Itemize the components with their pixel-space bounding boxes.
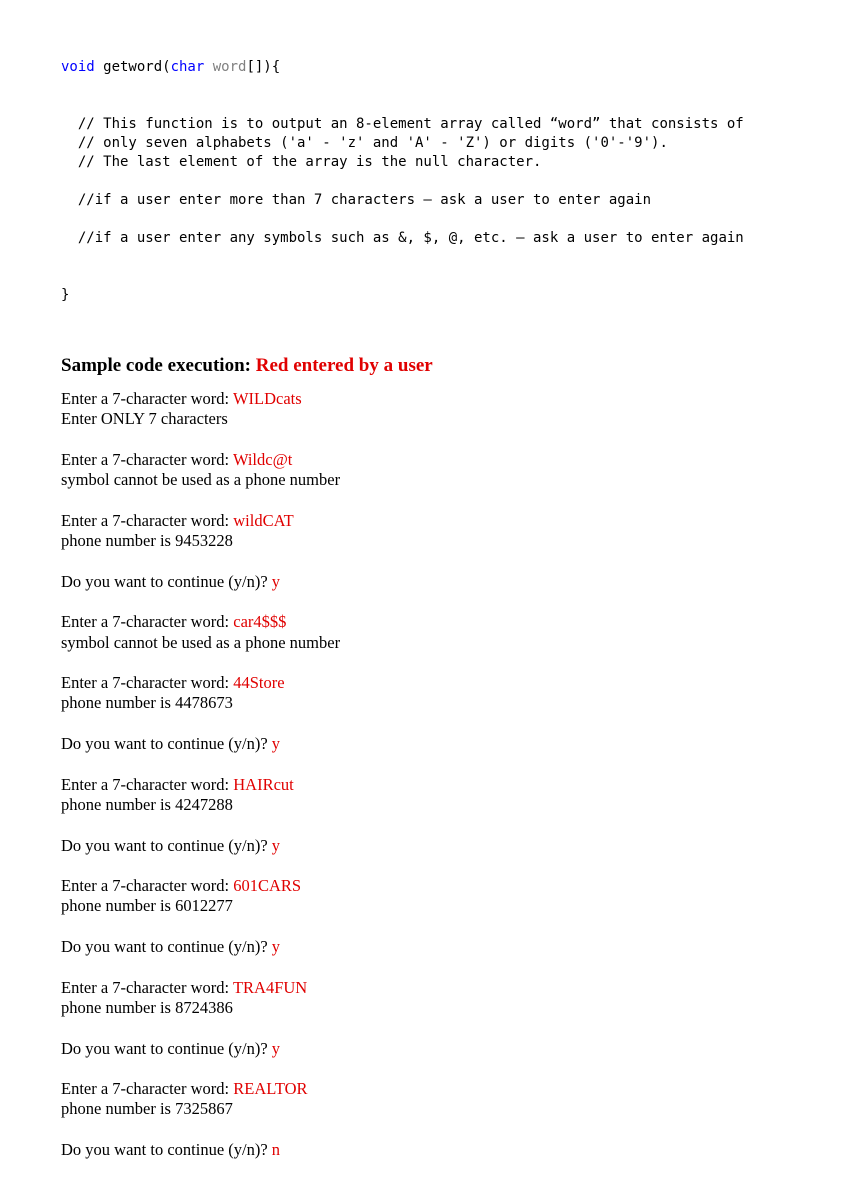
code-comment-line: // The last element of the array is the null character. <box>61 154 542 170</box>
user-input-text: WILDcats <box>232 389 302 408</box>
code-comment-line: //if a user enter more than 7 characters – ask a user to enter again <box>61 192 652 208</box>
prompt-line <box>61 734 841 754</box>
prompt-text: Enter a 7-character word: <box>61 774 234 794</box>
user-input-text: y <box>271 734 281 754</box>
parameter-name: word <box>204 59 247 75</box>
transcript-entry <box>61 1140 841 1160</box>
transcript-entry <box>61 612 841 653</box>
program-response: phone number is 4478673 <box>61 693 233 713</box>
user-input-text: y <box>271 571 281 591</box>
prompt-text: Enter a 7-character word: <box>61 673 234 693</box>
user-input-text: y <box>271 937 281 957</box>
transcript-entry <box>61 734 841 754</box>
transcript-entry <box>61 978 841 1019</box>
program-response: phone number is 4247288 <box>61 794 233 814</box>
user-input-text: y <box>271 835 281 855</box>
prompt-line <box>61 775 841 795</box>
transcript-entry <box>61 1039 841 1059</box>
program-response: phone number is 8724386 <box>61 997 233 1017</box>
transcript-entry <box>61 389 841 430</box>
user-input-text: n <box>271 1139 281 1159</box>
user-input-text: TRA4FUN <box>232 977 308 997</box>
transcript-entry <box>61 937 841 957</box>
prompt-line <box>61 389 841 409</box>
program-response: Enter ONLY 7 characters <box>61 409 228 429</box>
program-response: phone number is 7325867 <box>61 1099 233 1119</box>
code-comment-line: //if a user enter any symbols such as &, $, @, etc. – ask a user to enter again <box>61 230 744 246</box>
prompt-text: Do you want to continue (y/n)? <box>61 835 272 855</box>
user-input-text: 44Store <box>233 673 285 693</box>
prompt-text: Enter a 7-character word: <box>61 389 233 408</box>
transcript-entry <box>61 1079 841 1120</box>
prompt-line <box>61 1039 841 1059</box>
transcript-entry <box>61 775 841 816</box>
user-input-text: car4$$$ <box>233 612 287 632</box>
prompt-text: Do you want to continue (y/n)? <box>61 1038 272 1058</box>
user-input-text: REALTOR <box>233 1079 308 1099</box>
prompt-text: Enter a 7-character word: <box>61 612 234 632</box>
prompt-text: Enter a 7-character word: <box>61 1079 234 1099</box>
code-comment-line: // This function is to output an 8-element array called “word” that consists of <box>61 116 744 132</box>
program-response: phone number is 9453228 <box>61 531 233 551</box>
prompt-text: Enter a 7-character word: <box>61 977 233 997</box>
document-page <box>61 20 841 1181</box>
program-response: symbol cannot be used as a phone number <box>61 470 341 490</box>
prompt-line <box>61 1140 841 1160</box>
prompt-text: Enter a 7-character word: <box>61 449 233 469</box>
signature-end: []){ <box>246 59 281 75</box>
prompt-line <box>61 511 841 531</box>
heading-note: Red entered by a user <box>255 355 433 376</box>
keyword-void: void <box>61 59 95 75</box>
user-input-text: HAIRcut <box>233 774 294 794</box>
transcript-entry <box>61 450 841 491</box>
code-comment-line: // only seven alphabets ('a' - 'z' and 'A' - 'Z') or digits ('0'-'9'). <box>61 135 668 151</box>
prompt-text: Enter a 7-character word: <box>61 510 234 530</box>
user-input-text: 601CARS <box>233 876 302 896</box>
program-response: phone number is 6012277 <box>61 896 233 916</box>
code-block <box>61 20 841 343</box>
code-closing-brace: } <box>61 287 70 303</box>
user-input-text: y <box>271 1038 281 1058</box>
prompt-line <box>61 1079 841 1099</box>
prompt-text: Do you want to continue (y/n)? <box>61 1139 272 1159</box>
code-signature <box>61 58 841 77</box>
prompt-text: Do you want to continue (y/n)? <box>61 734 272 754</box>
prompt-text: Do you want to continue (y/n)? <box>61 571 272 591</box>
user-input-text: Wildc@t <box>232 449 293 469</box>
prompt-line <box>61 612 841 632</box>
user-input-text: wildCAT <box>233 510 294 530</box>
prompt-line <box>61 572 841 592</box>
prompt-line <box>61 876 841 896</box>
transcript-entry <box>61 836 841 856</box>
code-blank-line <box>61 172 841 191</box>
prompt-line <box>61 836 841 856</box>
sample-execution-heading <box>61 355 841 377</box>
function-name: getword( <box>94 59 171 75</box>
transcript-entry <box>61 511 841 552</box>
execution-transcript <box>61 389 841 1160</box>
transcript-entry <box>61 876 841 917</box>
prompt-text: Enter a 7-character word: <box>61 876 234 896</box>
transcript-entry <box>61 572 841 592</box>
transcript-entry <box>61 673 841 714</box>
code-body <box>61 115 841 248</box>
prompt-line <box>61 673 841 693</box>
prompt-line <box>61 937 841 957</box>
code-blank-line <box>61 210 841 229</box>
prompt-line <box>61 450 841 470</box>
keyword-char: char <box>170 59 205 75</box>
program-response: symbol cannot be used as a phone number <box>61 632 341 652</box>
heading-label: Sample code execution: <box>61 355 256 376</box>
prompt-line <box>61 978 841 998</box>
prompt-text: Do you want to continue (y/n)? <box>61 937 272 957</box>
